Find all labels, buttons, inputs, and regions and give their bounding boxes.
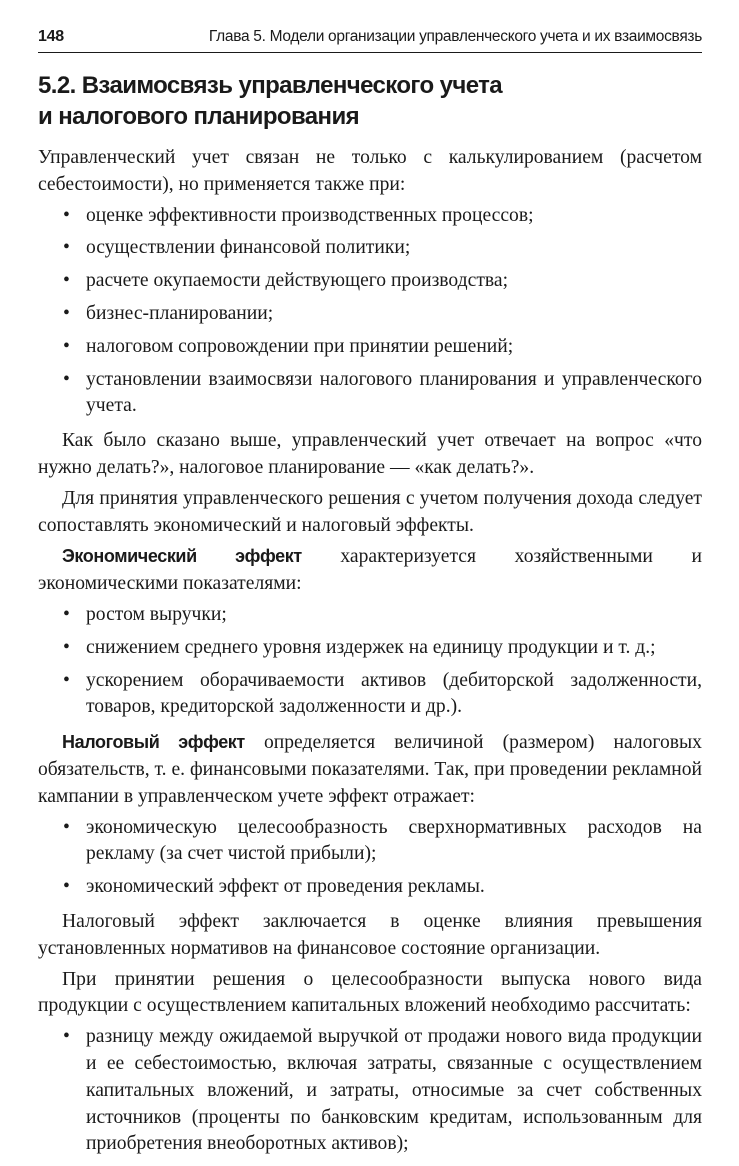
bullet-icon: • bbox=[63, 603, 70, 625]
bullet-icon: • bbox=[63, 335, 70, 357]
bullet-icon: • bbox=[63, 204, 70, 226]
section-title-line-1: 5.2. Взаимосвязь управленческого учета bbox=[38, 72, 503, 99]
list-item-text: установлении взаимосвязи налогового планирования и управленческого учета. bbox=[86, 368, 702, 417]
list-item-text: оценке эффективности производственных процессов; bbox=[86, 204, 534, 226]
list-item bbox=[38, 815, 702, 869]
paragraph: Как было сказано выше, управленческий учет отвечает на вопрос «что нужно делать?», налоговое планирование — «как делать?». bbox=[38, 430, 702, 478]
section-title-line-2: и налогового планирования bbox=[38, 103, 360, 130]
list-item-text: осуществлении финансовой политики; bbox=[86, 237, 411, 259]
bullet-icon: • bbox=[63, 636, 70, 658]
list-item-text: налоговом сопровождении при принятии решений; bbox=[86, 335, 514, 357]
paragraph: Для принятия управленческого решения с учетом получения дохода следует сопоставлять экономический и налоговый эффекты. bbox=[38, 487, 702, 536]
list-item-text: бизнес-планировании; bbox=[86, 302, 274, 324]
body-text bbox=[38, 145, 702, 1158]
list-item-text: ускорением оборачиваемости активов (дебиторской задолженности, товаров, кредиторской задолженности и др.). bbox=[86, 669, 702, 718]
bullet-icon: • bbox=[63, 270, 70, 292]
list-item bbox=[38, 268, 702, 295]
list-item-text: снижением среднего уровня издержек на единицу продукции и т. д.; bbox=[86, 636, 656, 658]
paragraph-tax-effect bbox=[38, 729, 702, 810]
paragraph: При принятии решения о целесообразности выпуска нового вида продукции с осуществлением капитальных вложений необходимо рассчитать: bbox=[38, 968, 702, 1017]
list-item-text: экономический эффект от проведения рекламы. bbox=[86, 876, 485, 898]
list-item bbox=[38, 668, 702, 722]
list-item bbox=[38, 203, 702, 230]
bullet-list-calculations bbox=[38, 1024, 702, 1158]
term-economic-effect: Экономический эффект bbox=[62, 546, 302, 567]
list-item bbox=[38, 602, 702, 629]
bullet-icon: • bbox=[63, 1026, 70, 1048]
list-item bbox=[38, 301, 702, 328]
paragraph: Налоговый эффект заключается в оценке влияния превышения установленных нормативов на финансовое состояние организации. bbox=[38, 910, 702, 959]
bullet-list-economic-indicators bbox=[38, 602, 702, 721]
paragraph-text: определяется величиной (размером) налоговых обязательств, т. е. финансовыми показателями. Так, при проведении рекламной кампании в управленческом учете эффект отражает: bbox=[38, 732, 702, 807]
list-item-text: экономическую целесообразность сверхнормативных расходов на рекламу (за счет чистой прибыли); bbox=[86, 816, 702, 865]
bullet-list-applications bbox=[38, 203, 702, 421]
running-header bbox=[38, 28, 702, 53]
book-page bbox=[38, 28, 702, 1166]
list-item bbox=[38, 334, 702, 361]
list-item-text: ростом выручки; bbox=[86, 603, 227, 625]
list-item bbox=[38, 874, 702, 901]
list-item-text: расчете окупаемости действующего производства; bbox=[86, 270, 509, 292]
paragraph-economic-effect bbox=[38, 543, 702, 598]
chapter-title: Глава 5. Модели организации управленческого учета и их взаимосвязь bbox=[208, 28, 702, 45]
bullet-icon: • bbox=[63, 876, 70, 898]
list-item bbox=[38, 367, 702, 421]
paragraph-intro: Управленческий учет связан не только с калькулированием (расчетом себестоимости), но применяется также при: bbox=[38, 147, 702, 195]
bullet-icon: • bbox=[63, 669, 70, 691]
page-number: 148 bbox=[38, 28, 64, 45]
list-item bbox=[38, 235, 702, 262]
list-item bbox=[38, 1024, 702, 1158]
list-item-text: разницу между ожидаемой выручкой от продажи нового вида продукции и ее себестоимостью, включая затраты, связанные с осуществлением капитальных вложений, и затраты, относимые за счет собственных источников (проценты по банковским кредитам, использованным для приобретения внеоборотных активов); bbox=[86, 1026, 702, 1155]
term-tax-effect: Налоговый эффект bbox=[62, 732, 245, 753]
bullet-list-advertising bbox=[38, 815, 702, 901]
bullet-icon: • bbox=[63, 816, 70, 838]
list-item bbox=[38, 635, 702, 662]
bullet-icon: • bbox=[63, 302, 70, 324]
bullet-icon: • bbox=[63, 368, 70, 390]
section-title bbox=[38, 70, 702, 132]
paragraph-text: характеризуется хозяйственными и экономическими показателями: bbox=[38, 546, 702, 595]
bullet-icon: • bbox=[63, 237, 70, 259]
